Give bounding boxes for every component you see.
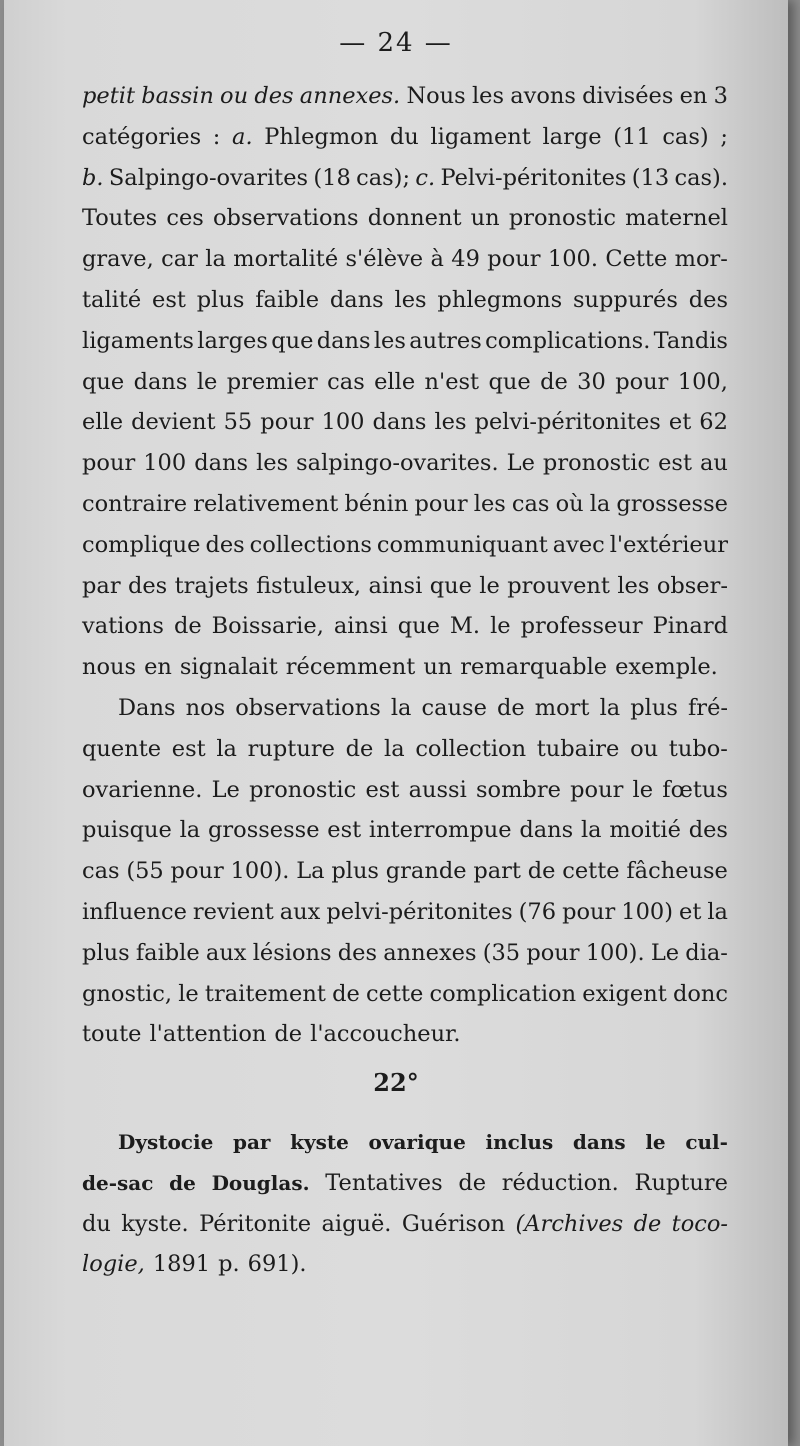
word: et [668, 409, 692, 436]
word: faible [135, 939, 200, 966]
text-line [82, 362, 728, 403]
word: la [580, 817, 602, 844]
text-line [82, 688, 728, 729]
word: est [365, 776, 400, 803]
word: vations [82, 613, 164, 640]
word: tubaire [536, 735, 620, 762]
word: des [127, 572, 168, 599]
word: cas [327, 368, 365, 395]
word: toco- [671, 1210, 728, 1237]
word: remarquable [460, 654, 608, 681]
word: plus [196, 286, 245, 313]
word: s'élève [345, 246, 424, 273]
word: suppurés [572, 286, 678, 313]
word: aiguë. [321, 1210, 392, 1237]
word: trajets [174, 572, 249, 599]
word: quente [82, 735, 162, 762]
word: cette [365, 980, 424, 1007]
word: talité [82, 286, 142, 313]
paragraph [82, 688, 728, 1055]
word: tubo- [668, 735, 728, 762]
word: réduction. [501, 1169, 619, 1196]
text-line [82, 1244, 728, 1285]
word: dia- [685, 939, 728, 966]
word: donnent [367, 205, 462, 232]
word: le [178, 980, 199, 1007]
word: que [397, 613, 440, 640]
word: le [632, 776, 654, 803]
word: grave, [82, 246, 154, 273]
word: 100, [677, 368, 728, 395]
word: fœtus [662, 776, 728, 803]
word: les [373, 327, 406, 354]
word: relativement [193, 490, 339, 517]
word: influence [82, 898, 187, 925]
word: cas [511, 490, 550, 517]
word: pronostic [249, 776, 357, 803]
word: grossesse [616, 490, 728, 517]
word: que [488, 368, 531, 395]
word: est [327, 817, 362, 844]
word: en [679, 83, 708, 109]
word: pelvi-péritonites [474, 409, 661, 436]
text-line [82, 280, 728, 321]
word: devient [131, 409, 216, 436]
word: l'attention [149, 1021, 267, 1048]
word: phlegmons [437, 286, 563, 313]
word: les [256, 450, 289, 477]
word: Dystocie [118, 1130, 214, 1154]
text-line [82, 158, 728, 199]
word: bénin [344, 490, 409, 517]
word: car [161, 246, 198, 273]
word: et [679, 898, 702, 925]
word: dans [133, 368, 188, 395]
word: obser- [656, 572, 728, 599]
word: annexes [383, 939, 477, 966]
word: exemple. [615, 654, 718, 681]
word: larges [197, 327, 268, 354]
word: Guérison [401, 1210, 506, 1237]
word: dans [194, 450, 249, 477]
word: dans [316, 327, 371, 354]
word: l'accoucheur. [310, 1021, 461, 1048]
word: professeur [520, 613, 643, 640]
word: interrompue [368, 817, 512, 844]
word: 49 [451, 246, 480, 273]
word: kyste [290, 1130, 349, 1154]
word: kyste. [121, 1210, 189, 1237]
word: de [540, 368, 568, 395]
word: cas); [356, 164, 411, 191]
word: avec [552, 531, 605, 558]
word: prouvent [507, 572, 610, 599]
word: fré- [687, 694, 728, 721]
word: les [473, 490, 506, 517]
word: aussi [408, 776, 467, 803]
word: salpingo-ovarites. [296, 450, 499, 477]
word: la [216, 735, 237, 762]
text-line [82, 1014, 728, 1055]
word: 30 [577, 368, 606, 395]
text-line [82, 76, 728, 117]
word: Salpingo-ovarites [108, 164, 309, 191]
text-line [82, 647, 728, 688]
word: La [296, 858, 325, 885]
word: complications. [485, 327, 651, 354]
word: mortalité [233, 246, 339, 273]
word: Le [211, 776, 240, 803]
text-line [82, 525, 728, 566]
text-line [82, 810, 728, 851]
body-text [82, 76, 728, 1055]
text-line [82, 484, 728, 525]
word: sombre [476, 776, 561, 803]
word: gnostic, [82, 980, 172, 1007]
word: la [390, 694, 412, 721]
word: M. [449, 613, 481, 640]
word: 3 [713, 83, 728, 109]
word: la [707, 898, 728, 925]
paragraph [82, 76, 728, 688]
word: 100 [321, 409, 365, 436]
word: cause [421, 694, 487, 721]
word: 100. [547, 246, 598, 273]
word: des [205, 531, 245, 558]
word: cul- [685, 1130, 728, 1154]
word: ovarienne. [82, 776, 203, 803]
word: Toutes [82, 205, 158, 232]
book-page [4, 0, 788, 1446]
word: observations [213, 205, 359, 232]
word: 55 [223, 409, 253, 436]
word: de [345, 735, 374, 762]
word: (35 [482, 939, 521, 966]
word: le [645, 1130, 666, 1154]
word: que [271, 327, 314, 354]
word: (Archives [515, 1210, 624, 1237]
word: premier [226, 368, 318, 395]
word: signalait [179, 654, 278, 681]
word: collections [249, 531, 372, 558]
word: pour [487, 246, 541, 273]
word: récemment [285, 654, 416, 681]
word: la [179, 817, 201, 844]
text-line [82, 933, 728, 974]
word: Dans [118, 694, 176, 721]
word: 100). [230, 858, 290, 885]
word: elle [374, 368, 416, 395]
word: du [389, 123, 419, 150]
word: puisque [82, 817, 172, 844]
word: 100) [621, 898, 673, 925]
word: complication [429, 980, 577, 1007]
word: large [542, 123, 602, 150]
word: des [688, 286, 728, 313]
word: ; [720, 123, 728, 150]
word: ces [166, 205, 204, 232]
word: n'est [424, 368, 480, 395]
text-line [82, 1163, 728, 1204]
word: maternel [625, 205, 728, 232]
word: nos [185, 694, 226, 721]
word: part [473, 858, 521, 885]
word: en [144, 654, 172, 681]
word: Tentatives [325, 1169, 443, 1196]
word: les [471, 83, 504, 109]
page-number: — 24 — [339, 28, 453, 58]
word: à [430, 246, 444, 273]
word: ainsi [368, 572, 423, 599]
word: 1891 [152, 1251, 211, 1278]
word: toute [82, 1021, 142, 1048]
word: logie, [82, 1251, 145, 1278]
observation-heading [82, 1122, 728, 1285]
word: pronostic [508, 205, 616, 232]
word: inclus [485, 1130, 554, 1154]
word: de [633, 1210, 662, 1237]
word: a. [232, 123, 253, 150]
word: que [82, 368, 125, 395]
word: pour [82, 450, 136, 477]
word: pour [570, 776, 624, 803]
word: pour [170, 858, 224, 885]
word: annexes. [299, 83, 401, 109]
word: plus [331, 858, 379, 885]
word: des [254, 83, 294, 109]
word: de [497, 694, 525, 721]
text-line [82, 566, 728, 607]
word: du [82, 1210, 111, 1237]
word: observations [235, 694, 381, 721]
word: aux [205, 939, 247, 966]
word: Péritonite [199, 1210, 312, 1237]
text-line [82, 402, 728, 443]
word: au [700, 450, 728, 477]
word: : [212, 123, 221, 150]
word: nous [82, 654, 137, 681]
word: (11 [613, 123, 651, 150]
word: donc [672, 980, 728, 1007]
word: les [617, 572, 650, 599]
word: bassin [141, 83, 214, 109]
section-number: 22° [373, 1068, 419, 1097]
word: de [173, 613, 202, 640]
word: faible [255, 286, 320, 313]
word: ainsi [333, 613, 388, 640]
word: est [658, 450, 692, 477]
text-line [82, 892, 728, 933]
word: de [458, 1169, 487, 1196]
word: de [274, 1021, 303, 1048]
word: ligaments [82, 327, 194, 354]
word: est [171, 735, 206, 762]
word: (13 [631, 164, 670, 191]
word: grande [385, 858, 467, 885]
word: les [394, 286, 427, 313]
word: rupture [247, 735, 335, 762]
text-line [82, 443, 728, 484]
word: fistuleux, [256, 572, 362, 599]
word: cas) [662, 123, 709, 150]
text-line [82, 239, 728, 280]
word: où [555, 490, 584, 517]
word: ovarique [368, 1130, 466, 1154]
word: dans [372, 409, 427, 436]
text-line [82, 117, 728, 158]
word: Pinard [652, 613, 728, 640]
word: lésions [252, 939, 332, 966]
word: les [434, 409, 467, 436]
text-line [82, 974, 728, 1015]
text-line [82, 1122, 728, 1163]
word: b. [82, 164, 104, 191]
word: communiquant [376, 531, 548, 558]
word: pour [562, 898, 616, 925]
word: revient [192, 898, 274, 925]
word: collection [415, 735, 527, 762]
word: autres [409, 327, 482, 354]
text-line [82, 198, 728, 239]
word: un [470, 205, 500, 232]
word: est [152, 286, 186, 313]
word: 100). [585, 939, 645, 966]
word: cas). [674, 164, 728, 191]
word: ou [220, 83, 249, 109]
word: pour [526, 939, 580, 966]
word: Boissarie, [211, 613, 324, 640]
word: pour [260, 409, 314, 436]
word: que [429, 572, 472, 599]
word: 100 [143, 450, 187, 477]
word: Le [506, 450, 535, 477]
word: divisées [582, 83, 674, 109]
word: dans [519, 817, 574, 844]
word: l'extérieur [609, 531, 728, 558]
word: aux [279, 898, 321, 925]
word: par [82, 572, 121, 599]
word: (55 [126, 858, 164, 885]
word: mor- [674, 246, 728, 273]
word: cette [562, 858, 620, 885]
word: elle [82, 409, 124, 436]
word: la [384, 735, 405, 762]
word: exigent [582, 980, 667, 1007]
word: Tandis [653, 327, 728, 354]
word: par [232, 1130, 271, 1154]
word: complique [82, 531, 201, 558]
word: des [337, 939, 378, 966]
word: avons [510, 83, 576, 109]
text-line [82, 729, 728, 770]
word: pelvi-péritonites [326, 898, 513, 925]
word: (18 [313, 164, 351, 191]
text-line [82, 606, 728, 647]
word: un [423, 654, 453, 681]
word: Douglas. [211, 1170, 310, 1195]
word: 62 [699, 409, 728, 436]
word: 691). [247, 1251, 307, 1278]
word: Rupture [634, 1169, 728, 1196]
text-line [82, 1204, 728, 1245]
word: cas [82, 858, 120, 885]
word: grossesse [207, 817, 320, 844]
word: de-sac [82, 1170, 154, 1195]
word: pronostic [542, 450, 651, 477]
word: traitement [204, 980, 326, 1007]
word: catégories [82, 123, 202, 150]
word: fâcheuse [626, 858, 728, 885]
word: mort [534, 694, 590, 721]
word: dans [572, 1130, 626, 1154]
word: Nous [406, 83, 466, 109]
word: de [527, 858, 556, 885]
word: ligament [430, 123, 531, 150]
word: p. [218, 1251, 240, 1278]
word: plus [630, 694, 678, 721]
word: Pelvi-péritonites [440, 164, 627, 191]
word: pour [615, 368, 669, 395]
word: c. [415, 164, 436, 191]
word: dans [329, 286, 384, 313]
word: de [169, 1170, 196, 1195]
word: Le [650, 939, 680, 966]
word: la [599, 694, 621, 721]
word: ou [630, 735, 659, 762]
word: Phlegmon [264, 123, 379, 150]
word: contraire [82, 490, 188, 517]
word: des [688, 817, 728, 844]
word: moitié [609, 817, 681, 844]
text-line [82, 851, 728, 892]
text-line [82, 770, 728, 811]
word: (76 [518, 898, 557, 925]
word: la [205, 246, 226, 273]
word: pour [414, 490, 468, 517]
text-line [82, 321, 728, 362]
word: le [490, 613, 511, 640]
word: petit [82, 83, 135, 109]
word: de [332, 980, 360, 1007]
word: la [589, 490, 611, 517]
word: le [479, 572, 500, 599]
word: plus [82, 939, 130, 966]
word: Cette [605, 246, 668, 273]
word: le [196, 368, 218, 395]
